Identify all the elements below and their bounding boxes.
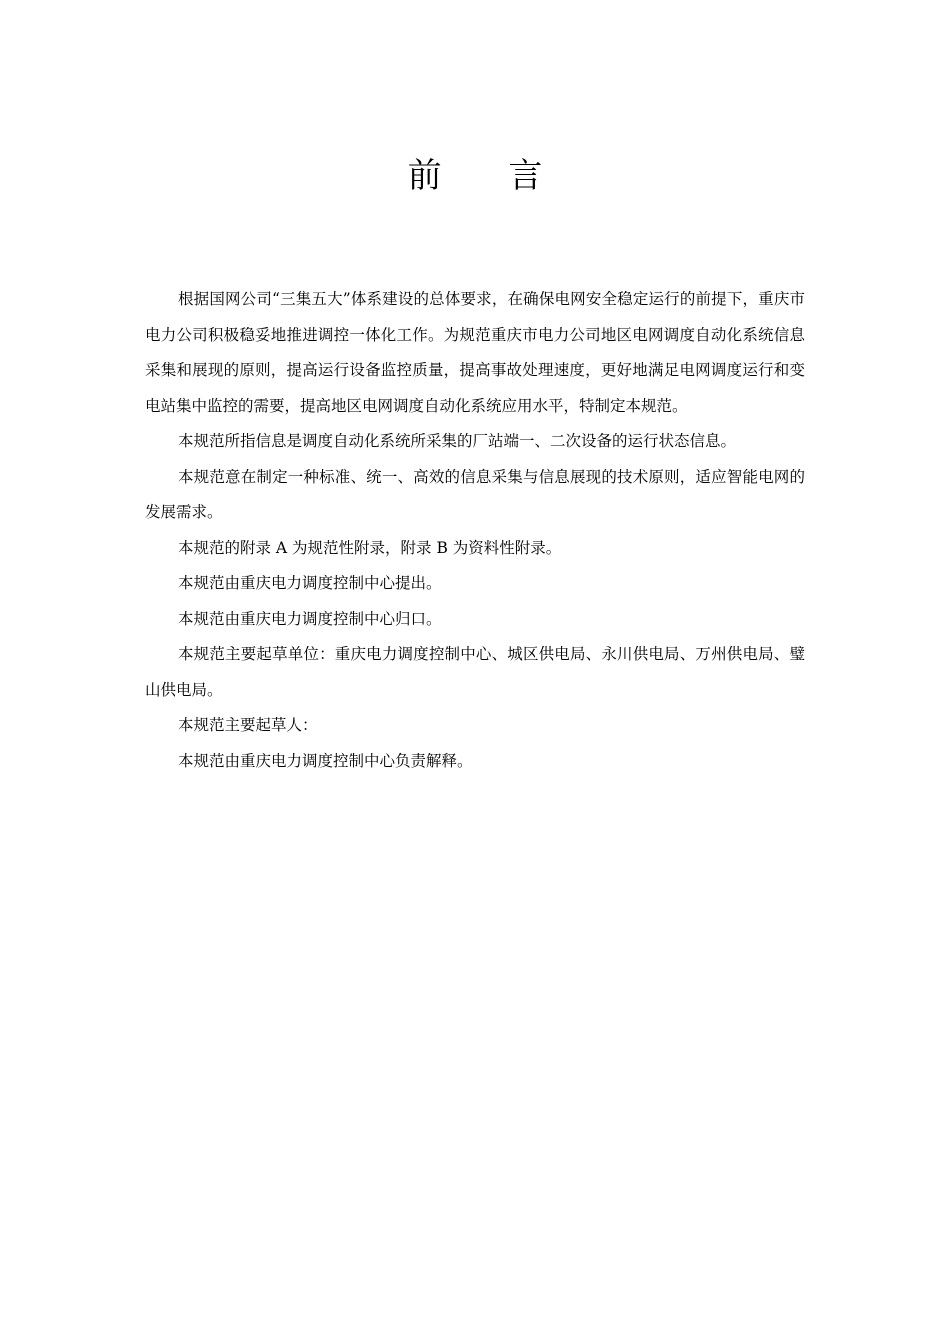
paragraph-managed-by: 本规范由重庆电力调度控制中心归口。 xyxy=(178,609,442,628)
paragraph-drafting-units: 本规范主要起草单位：重庆电力调度控制中心、城区供电局、永川供电局、万州供电局、璧山供电局。 xyxy=(145,645,805,699)
paragraph-proposed-by: 本规范由重庆电力调度控制中心提出。 xyxy=(178,574,442,592)
paragraph-appendix: 本规范的附录 A 为规范性附录，附录 B 为资料性附录。 xyxy=(178,538,562,557)
preface-body xyxy=(145,282,805,779)
paragraph-interpretation: 本规范由重庆电力调度控制中心负责解释。 xyxy=(178,751,473,770)
page-title: 前 言 xyxy=(407,156,571,196)
paragraph-scope: 本规范所指信息是调度自动化系统所采集的厂站端一、二次设备的运行状态信息。 xyxy=(178,432,737,450)
paragraph-purpose: 根据国网公司“三集五大”体系建设的总体要求，在确保电网安全稳定运行的前提下，重庆市电力公司积极稳妥地推进调控一体化工作。为规范重庆市电力公司地区电网调度自动化系统信息采集和展现的原则，提高运行设备监控质量，提高事故处理速度，更好地满足电网调度运行和变电站集中监控的需要，提高地区电网调度自动化系统应用水平，特制定本规范。 xyxy=(145,290,805,415)
paragraph-drafters: 本规范主要起草人： xyxy=(178,716,318,734)
paragraph-intent: 本规范意在制定一种标准、统一、高效的信息采集与信息展现的技术原则，适应智能电网的发展需求。 xyxy=(145,467,805,521)
